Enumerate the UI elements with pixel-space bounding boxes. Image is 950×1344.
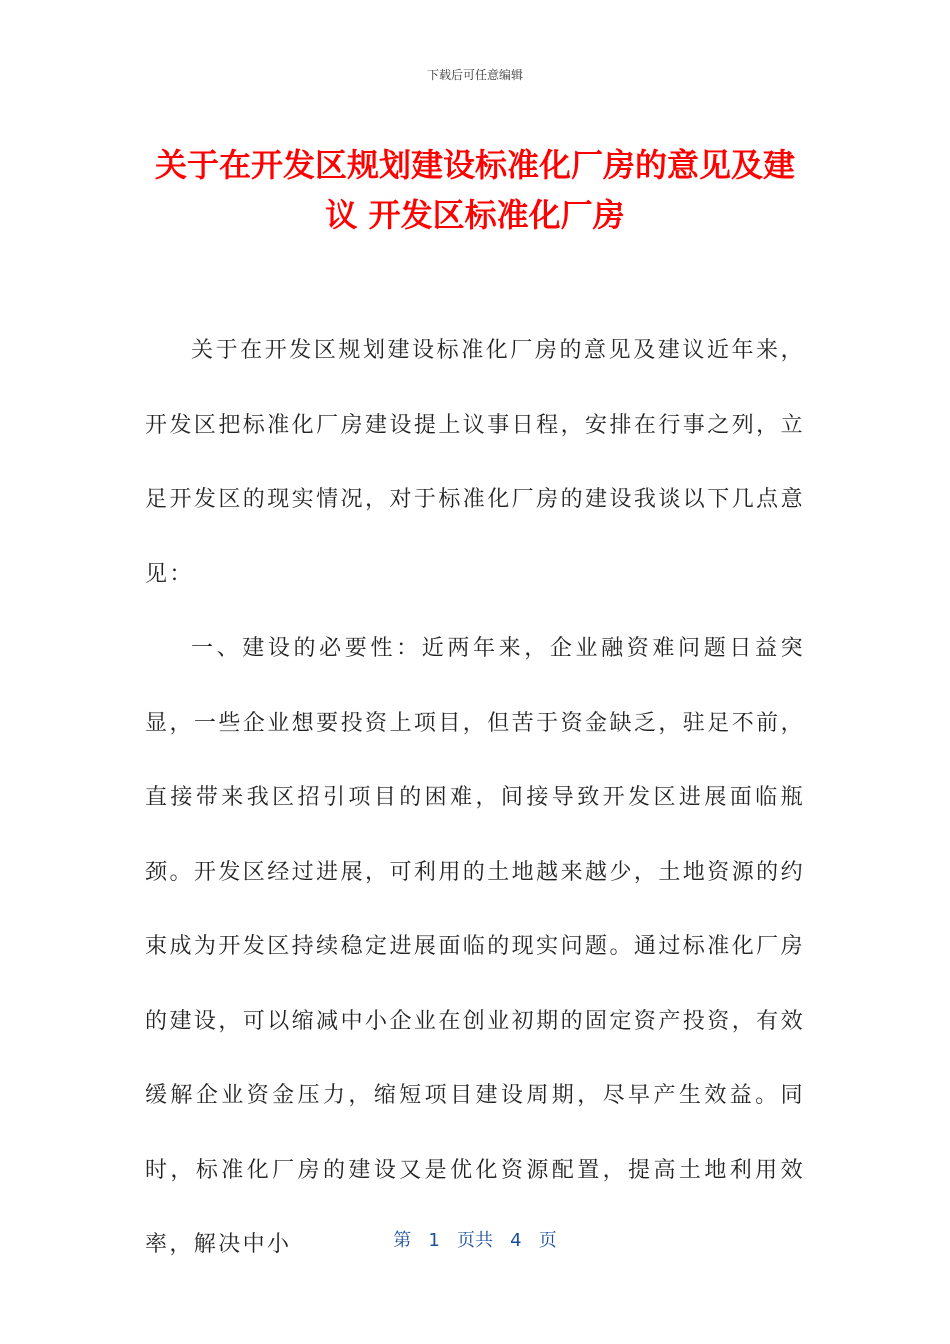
total-page-count: 4 xyxy=(510,1230,522,1251)
paragraph-necessity: 一、建设的必要性：近两年来，企业融资难问题日益突显，一些企业想要投资上项目，但苦于资金缺乏，驻足不前，直接带来我区招引项目的困难，间接导致开发区进展面临瓶颈。开发区经过进展，可利用的土地越来越少，土地资源的约束成为开发区持续稳定进展面临的现实问题。通过标准化厂房的建设，可以缩减中小企业在创业初期的固定资产投资，有效缓解企业资金压力，缩短项目建设周期，尽早产生效益。同时，标准化厂房的建设又是优化资源配置，提高土地利用效率，解决中小 xyxy=(145,636,805,1257)
page-footer xyxy=(0,1226,950,1252)
footer-suffix: 页 xyxy=(538,1230,557,1251)
footer-middle: 页共 xyxy=(457,1230,493,1251)
document-title: 关于在开发区规划建设标准化厂房的意见及建议 开发区标准化厂房 xyxy=(154,146,795,234)
paragraph-intro: 关于在开发区规划建设标准化厂房的意见及建议近年来，开发区把标准化厂房建设提上议事日程，安排在行事之列，立足开发区的现实情况，对于标准化厂房的建设我谈以下几点意见： xyxy=(145,338,805,587)
current-page-number: 1 xyxy=(428,1230,440,1251)
document-body xyxy=(145,314,805,1283)
header-note: 下载后可任意编辑 xyxy=(426,68,523,82)
footer-prefix: 第 xyxy=(393,1230,412,1251)
